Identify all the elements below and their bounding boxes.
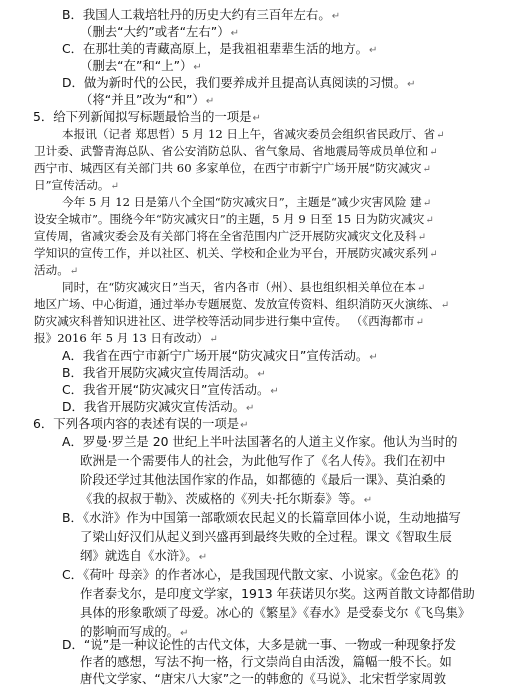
- q5-news-line: 设安全城市”。围绕今年“防灾减灾日”的主题，5 月 9 日至 15 日为防灾减灾↵: [34, 212, 434, 226]
- q6-option-a-line: 欧洲是一个需要伟人的社会，为此他写作了《名人传》。我们在初中: [80, 453, 446, 468]
- q6-stem: 6．下列各项内容的表述有误的一项是↵: [33, 416, 249, 431]
- q6-option-b-line: B．《水浒》作为中国第一部歌颂农民起义的长篇章回体小说，生动地描写: [62, 510, 461, 525]
- q5-news-line: 日”宣传活动。↵: [34, 178, 119, 192]
- q5-news-line: 今年 5 月 12 日是第八个全国“防灾减灾日”，主题是“减少灾害风险 建↵: [62, 195, 432, 209]
- q5-news-line: 卫计委、武警青海总队、省公安消防总队、省气象局、省地震局等成员单位和↵: [34, 144, 438, 158]
- q6-option-c-line: C．《荷叶 母亲》的作者冰心，是我国现代散文家、小说家。《金色花》的: [62, 567, 459, 582]
- q6-option-a-line: 阶段还学过其他法国作家的作品，如都德的《最后一课》、莫泊桑的: [80, 472, 446, 487]
- q5-news-line: 宣传周，省减灾委会及有关部门将在全省范围内广泛开展防灾减灾文化及科↵: [34, 229, 426, 243]
- q5-news-line: 活动。↵: [34, 263, 79, 277]
- q4-option-b-note: （删去“大约”或者“左右”）↵: [80, 24, 239, 39]
- q6-option-d-line: 作者的感想，写法不拘一格，行文崇尚自由活泼，篇幅一般不长。如: [80, 654, 452, 669]
- q5-option-b: B．我省开展防灾减灾宣传周活动。↵: [62, 365, 266, 380]
- q4-option-d-note: （将“并且”改为“和”）↵: [80, 92, 215, 107]
- q5-news-line: 防灾减灾科普知识进社区、进学校等活动同步进行集中宣传。 （《西海都市↵: [34, 314, 424, 328]
- q6-option-d-line: D．“说”是一种议论性的古代文体，大多是就一事、一物或一种现象抒发: [62, 637, 457, 652]
- q6-option-b-line: 纲》就选自《水浒》。↵: [80, 548, 208, 563]
- q5-news-line: 本报讯（记者 郑思哲）5 月 12 日上午，省减灾委员会组织省民政厅、省↵: [62, 127, 445, 141]
- q5-news-source: 报》2016 年 5 月 13 日有改动）↵: [34, 331, 218, 345]
- q6-option-c-line: 的影响而写成的。↵: [80, 624, 189, 639]
- q4-option-d: D．做为新时代的公民，我们要养成并且提高认真阅读的习惯。↵: [62, 75, 416, 90]
- q4-option-c: C．在那壮美的青藏高原上，是我祖祖辈辈生活的地方。↵: [62, 41, 378, 56]
- q5-news-line: 学知识的宣传工作，并以社区、机关、学校和企业为平台，开展防灾减灾系列↵: [34, 246, 438, 260]
- q5-news-line: 同时，在“防灾减灾日”当天，省内各市（州）、县也组织相关单位在本↵: [62, 280, 426, 294]
- q6-option-a-line: 《我的叔叔于勒》、茨威格的《列夫·托尔斯泰》等。↵: [80, 491, 373, 506]
- q5-news-line: 西宁市、城西区有关部门共 60 多家单位，在西宁市新宁广场开展“防灾减灾↵: [34, 161, 431, 175]
- q4-option-c-note: （删去“在”和“上”）↵: [80, 58, 202, 73]
- q5-option-d: D．我省开展防灾减灾宣传活动。↵: [62, 399, 255, 414]
- q6-option-d-line: 唐代文学家、“唐宋八大家”之一的韩愈的《马说》、北宋哲学家周敦: [80, 671, 446, 686]
- q6-option-c-line: 作者泰戈尔，是印度文学家，1913 年获诺贝尔奖。这两首散文诗都借助: [80, 586, 475, 601]
- q5-option-c: C．我省开展“防灾减灾日”宣传活动。↵: [62, 382, 279, 397]
- q4-option-b: B．我国人工栽培牡丹的历史大约有三百年左右。↵: [62, 7, 341, 22]
- q6-option-c-line: 具体的形象歌颂了母爱。冰心的《繁星》《春水》是受泰戈尔《飞鸟集》: [80, 605, 471, 620]
- q6-option-b-line: 了梁山好汉们从起义到兴盛再到最终失败的全过程。课文《智取生辰: [80, 529, 452, 544]
- q5-news-line: 地区广场、中心街道，通过举办专题展览、发放宣传资料、组织消防灭火演练、↵: [34, 297, 450, 311]
- q6-option-a-line: A．罗曼·罗兰是 20 世纪上半叶法国著名的人道主义作家。他认为当时的: [62, 434, 458, 449]
- q5-option-a: A．我省在西宁市新宁广场开展“防灾减灾日”宣传活动。↵: [62, 348, 378, 363]
- q5-stem: 5．给下列新闻拟写标题最恰当的一项是↵: [33, 109, 261, 124]
